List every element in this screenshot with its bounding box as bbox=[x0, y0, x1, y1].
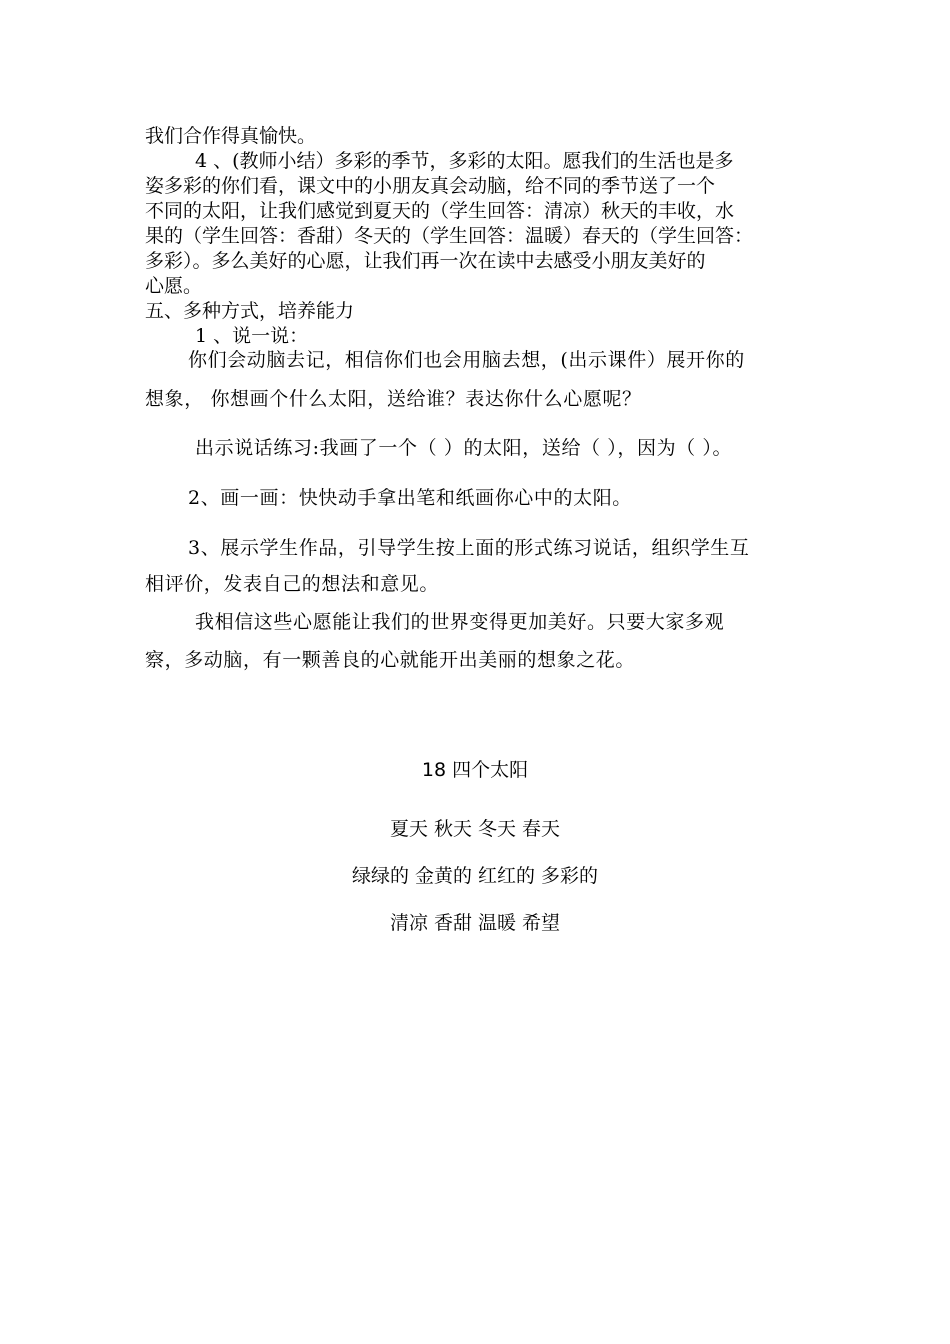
paragraph-line: 相评价，发表自己的想法和意见。 bbox=[145, 573, 440, 595]
subsection-heading: 1 、说一说： bbox=[195, 325, 309, 347]
paragraph-line: 3、展示学生作品，引导学生按上面的形式练习说话，组织学生互 bbox=[188, 537, 750, 559]
paragraph-line: 果的（学生回答：香甜）冬天的（学生回答：温暖）春天的（学生回答： bbox=[145, 225, 754, 247]
paragraph-line: 察，多动脑，有一颗善良的心就能开出美丽的想象之花。 bbox=[145, 649, 636, 671]
paragraph-line: 姿多彩的你们看，课文中的小朋友真会动脑，给不同的季节送了一个 bbox=[145, 175, 716, 197]
board-row-seasons: 夏天 秋天 冬天 春天 bbox=[389, 818, 561, 840]
paragraph-line: 想象， 你想画个什么太阳，送给谁？表达你什么心愿呢？ bbox=[145, 388, 642, 410]
paragraph-line: 多彩）。多么美好的心愿，让我们再一次在读中去感受小朋友美好的 bbox=[145, 250, 706, 272]
board-row-feelings: 清凉 香甜 温暖 希望 bbox=[389, 912, 561, 934]
board-title: 18 四个太阳 bbox=[421, 759, 529, 781]
paragraph-line: 你们会动脑去记，相信你们也会用脑去想，(出示课件）展开你的 bbox=[188, 349, 745, 371]
paragraph-line: 心愿。 bbox=[145, 275, 203, 297]
paragraph-line: 我相信这些心愿能让我们的世界变得更加美好。只要大家多观 bbox=[195, 611, 725, 633]
paragraph-line: 4 、(教师小结）多彩的季节，多彩的太阳。愿我们的生活也是多 bbox=[195, 150, 734, 172]
paragraph-line: 我们合作得真愉快。 bbox=[145, 125, 317, 147]
section-heading: 五、多种方式，培养能力 bbox=[145, 300, 355, 322]
board-row-colors: 绿绿的 金黄的 红红的 多彩的 bbox=[351, 865, 599, 887]
drawing-activity: 2、画一画：快快动手拿出笔和纸画你心中的太阳。 bbox=[188, 487, 632, 509]
paragraph-line: 不同的太阳，让我们感觉到夏天的（学生回答：清凉）秋天的丰收，水 bbox=[145, 200, 735, 222]
speaking-exercise: 出示说话练习:我画了一个（ ）的太阳，送给（ ），因为（ ）。 bbox=[195, 437, 733, 459]
